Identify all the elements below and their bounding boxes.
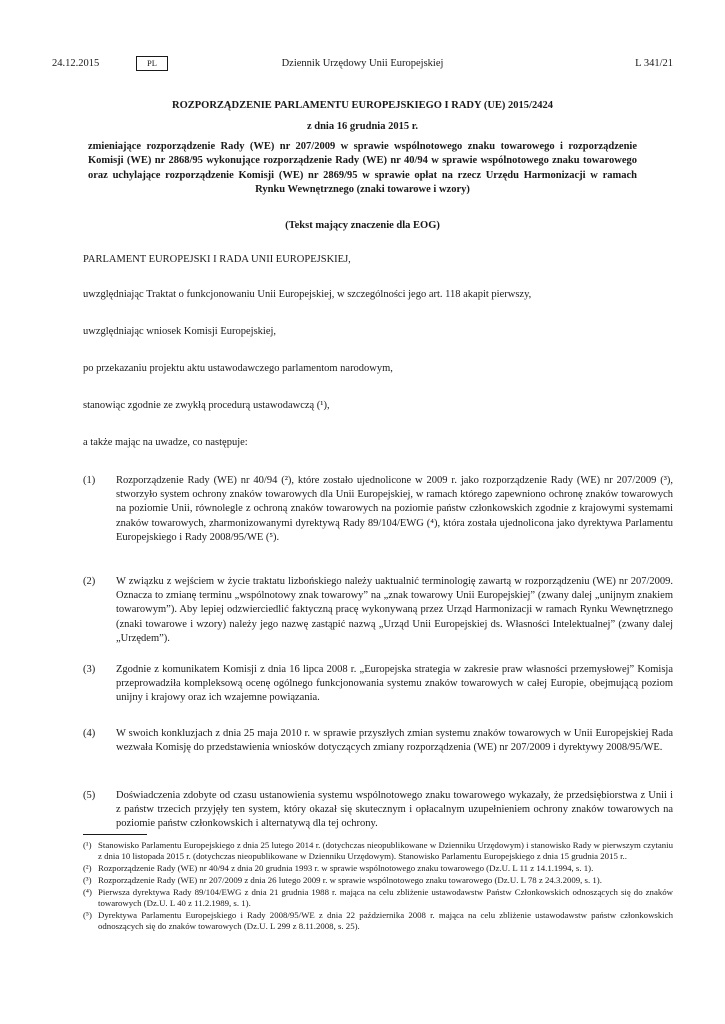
header-date: 24.12.2015 <box>52 58 100 69</box>
footnote-4 <box>83 887 673 910</box>
recital-number: (2) <box>83 576 96 587</box>
preamble-line-national-parliaments: po przekazaniu projektu aktu ustawodawczego parlamentom narodowym, <box>83 363 393 374</box>
recital-number: (3) <box>83 664 96 675</box>
footnote-1 <box>83 840 673 863</box>
footnote-5 <box>83 910 673 933</box>
journal-title: Dziennik Urzędowy Unii Europejskiej <box>281 58 444 69</box>
page-header <box>52 58 673 74</box>
language-badge: PL <box>136 56 168 71</box>
footnote-text: Rozporządzenie Rady (WE) nr 40/94 z dnia 20 grudnia 1993 r. w sprawie wspólnotowego znaku towarowego (Dz.U. L 11 z 14.1.1994, s. 1). <box>98 863 594 874</box>
recital-number: (5) <box>83 790 96 801</box>
recital-text: Zgodnie z komunikatem Komisji z dnia 16 lipca 2008 r. „Europejska strategia w zakresie praw własności przemysłowej” Komisja przeprowadziła kompleksową ocenę ogólnego funkcjonowania systemu znaków towarowych w całej Europie, obejmującą poziom unijny i krajowy oraz ich wzajemne powiązania. <box>116 664 673 704</box>
footnote-mark: (⁴) <box>83 886 92 897</box>
recital-3 <box>83 663 673 706</box>
footnote-separator <box>83 834 147 835</box>
recital-text: W związku z wejściem w życie traktatu lizbońskiego należy uaktualnić terminologię zawartą w rozporządzeniu (WE) nr 207/2009. Oznacza to zmianę terminu „wspólnotowy znak towarowy” na „znak towarowy Unii Europejskiej” (zwany dalej „unijnym znakiem towarowym”). Aby lepiej odzwierciedlić faktyczną pracę wykonywaną przez Urząd Harmonizacji w ramach Rynku Wewnętrznego (znaki towarowe i wzory) należy jego nazwę zastąpić nazwą „Urząd Unii Europejskiej ds. Własności Intelektualnej” (zwany dalej „Urzędem”). <box>116 576 673 644</box>
footnote-mark: (⁵) <box>83 909 92 920</box>
preamble-line-proposal: uwzględniając wniosek Komisji Europejskiej, <box>83 326 277 337</box>
recital-1 <box>83 474 673 545</box>
page-reference: L 341/21 <box>635 58 673 69</box>
preamble-line-procedure: stanowiąc zgodnie ze zwykłą procedurą ustawodawczą (¹), <box>83 400 330 411</box>
recital-text: W swoich konkluzjach z dnia 25 maja 2010 r. w sprawie przyszłych zmian systemu znaków towarowych w Unii Europejskiej Rada wezwała Komisję do przedstawienia wniosków dotyczących zmiany rozporządzenia (WE) nr 207/2009 i dyrektywy 2008/95/WE. <box>116 728 673 754</box>
footnote-mark: (³) <box>83 874 92 885</box>
recital-number: (4) <box>83 728 96 739</box>
recital-4 <box>83 727 673 755</box>
recital-2 <box>83 575 673 646</box>
footnote-text: Stanowisko Parlamentu Europejskiego z dnia 25 lutego 2014 r. (dotychczas nieopublikowane w Dzienniku Urzędowym) i stanowisko Rady w pierwszym czytaniu z dnia 10 listopada 2015 r. (dotychczas nieopublikowane w Dzienniku Urzędowym). Stanowisko Parlamentu Europejskiego z dnia 15 grudnia 2015 r.. <box>98 840 673 862</box>
recital-text: Doświadczenia zdobyte od czasu ustanowienia systemu wspólnotowego znaku towarowego wykazały, że przedsiębiorstwa z Unii i z państw trzecich przyjęły ten system, który okazał się skutecznym i opłacalnym uzupełnieniem ochrony znaków towarowych na poziomie państw członkowskich i alternatywą dla tej ochrony. <box>116 790 673 830</box>
preamble-line-whereas: a także mając na uwadze, co następuje: <box>83 437 248 448</box>
recital-5 <box>83 789 673 832</box>
footnotes <box>83 840 673 933</box>
footnote-3 <box>83 875 673 886</box>
recital-text: Rozporządzenie Rady (WE) nr 40/94 (²), które zostało ujednolicone w 2009 r. jako rozporządzenie Rady (WE) nr 207/2009 (³), stworzyło system ochrony znaków towarowych dla Unii Europejskiej, w ramach którego zapewniono ochronę znaków towarowych na poziomie Unii, równolegle z ochroną znaków towarowych na poziomie państw członkowskich zgodnie z krajowymi systemami znaków towarowych, zharmonizowanymi dyrektywą Rady 89/104/EWG (⁴), która została ujednolicona jako dyrektywa Parlamentu Europejskiego i Rady 2008/95/WE (⁵). <box>116 475 673 543</box>
regulation-title: ROZPORZĄDZENIE PARLAMENTU EUROPEJSKIEGO I RADY (UE) 2015/2424 <box>172 100 553 111</box>
regulation-subtitle: zmieniające rozporządzenie Rady (WE) nr 207/2009 w sprawie wspólnotowego znaku towarowego i rozporządzenie Komisji (WE) nr 2868/95 wykonujące rozporządzenie Rady (WE) nr 40/94 w sprawie wspólnotowego znaku towarowego oraz uchylające rozporządzenie Komisji (WE) nr 2869/95 w sprawie opłat na rzecz Urzędu Harmonizacji w ramach Rynku Wewnętrznego (znaki towarowe i wzory) <box>88 141 637 196</box>
recital-number: (1) <box>83 475 96 486</box>
regulation-date: z dnia 16 grudnia 2015 r. <box>306 121 419 132</box>
footnote-text: Dyrektywa Parlamentu Europejskiego i Rady 2008/95/WE z dnia 22 października 2008 r. mająca na celu zbliżenie ustawodawstw państw członkowskich odnoszących się do znaków towarowych (Dz.U. L 299 z 8.11.2008, s. 25). <box>98 909 673 932</box>
footnote-text: Rozporządzenie Rady (WE) nr 207/2009 z dnia 26 lutego 2009 r. w sprawie wspólnotowego znaku towarowego (Dz.U. L 78 z 24.3.2009, s. 1). <box>98 874 602 885</box>
footnote-mark: (¹) <box>83 840 92 850</box>
footnote-2 <box>83 863 673 874</box>
footnote-mark: (²) <box>83 863 92 874</box>
preamble-line-treaty: uwzględniając Traktat o funkcjonowaniu Unii Europejskiej, w szczególności jego art. 118 akapit pierwszy, <box>83 289 532 300</box>
regulation-title-block <box>88 99 637 198</box>
preamble-institutions: PARLAMENT EUROPEJSKI I RADA UNII EUROPEJSKIEJ, <box>83 254 351 265</box>
footnote-text: Pierwsza dyrektywa Rady 89/104/EWG z dnia 21 grudnia 1988 r. mająca na celu zbliżenie ustawodawstw Państw Członkowskich odnoszących się do znaków towarowych (Dz.U. L 40 z 11.2.1989, s. 1). <box>98 886 673 908</box>
eea-relevance-note: (Tekst mający znaczenie dla EOG) <box>285 220 440 231</box>
